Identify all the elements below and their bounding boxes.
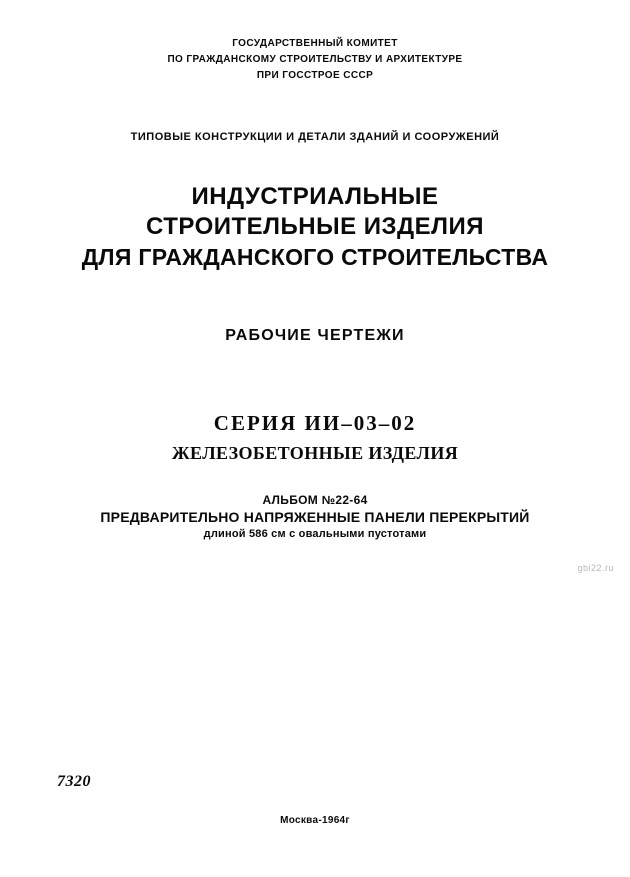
watermark: gbi22.ru [577,563,614,573]
album-description: ПРЕДВАРИТЕЛЬНО НАПРЯЖЕННЫЕ ПАНЕЛИ ПЕРЕКРЫТИЙ [100,509,530,525]
committee-line-2: ПО ГРАЖДАНСКОМУ СТРОИТЕЛЬСТВУ И АРХИТЕКТУРЕ [167,54,463,65]
album-length-note: длиной 586 см с овальными пустотами [203,528,427,540]
committee-line-1: ГОСУДАРСТВЕННЫЙ КОМИТЕТ [232,38,398,49]
committee-heading [0,36,630,84]
committee-line-3: ПРИ ГОССТРОЕ СССР [256,70,374,81]
series-subtitle: ЖЕЛЕЗОБЕТОННЫЕ ИЗДЕЛИЯ [171,443,459,463]
page-title [0,182,630,272]
document-number: 7320 [57,773,91,790]
album-number: АЛЬБОМ №22-64 [262,493,368,507]
album-block [0,492,630,543]
title-line-2: СТРОИТЕЛЬНЫЕ ИЗДЕЛИЯ [146,213,484,240]
series-block [0,408,630,468]
working-drawings-label: РАБОЧИЕ ЧЕРТЕЖИ [225,327,405,344]
document-subtitle: ТИПОВЫЕ КОНСТРУКЦИИ И ДЕТАЛИ ЗДАНИЙ И СООРУЖЕНИЙ [130,131,500,143]
series-code: СЕРИЯ ИИ–03–02 [213,411,417,435]
title-line-1: ИНДУСТРИАЛЬНЫЕ [191,183,439,210]
title-line-3: ДЛЯ ГРАЖДАНСКОГО СТРОИТЕЛЬСТВА [81,244,549,270]
city-year: Москва-1964г [280,815,350,826]
